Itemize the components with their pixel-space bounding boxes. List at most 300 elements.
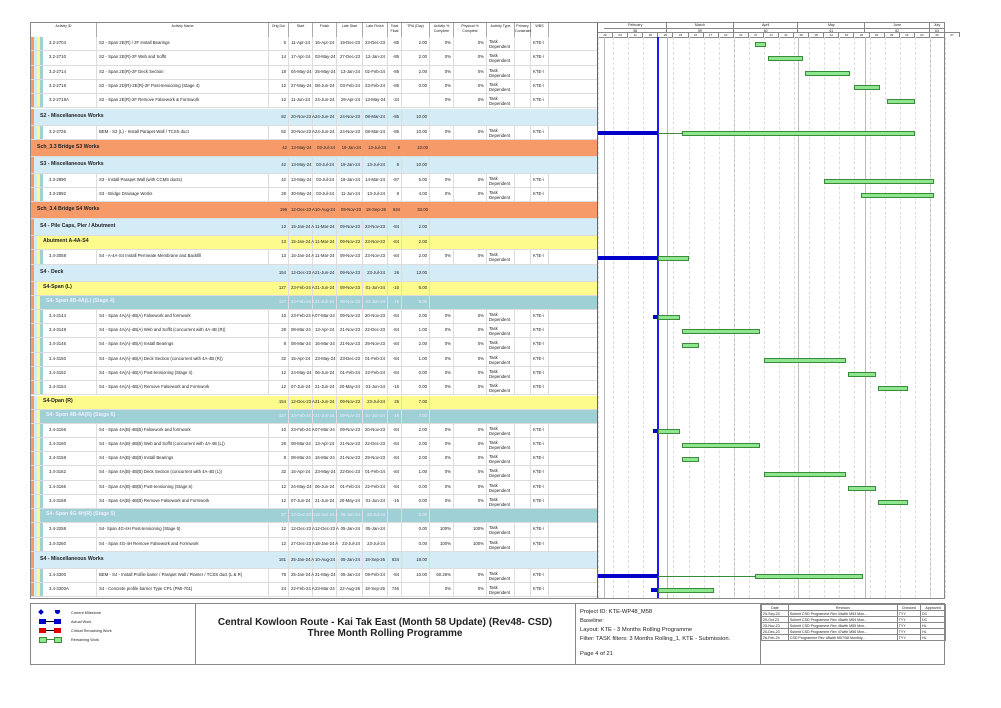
cell-ppc: 0% — [454, 353, 487, 366]
cell-tra: 10.00 — [417, 144, 428, 150]
cell-tra: 2.00 — [402, 438, 430, 451]
cell-tra: 33.00 — [417, 207, 428, 213]
cell-ppc: 0% — [454, 438, 487, 451]
remaining-work-bar[interactable] — [682, 131, 915, 136]
cell-finish: 21-Jun-24 — [313, 381, 337, 394]
table-row[interactable] — [31, 438, 597, 452]
cell-atype: Task Dependent — [487, 126, 515, 139]
cell-tf: 26 — [388, 396, 402, 409]
cell-tra: 0.00 — [402, 495, 430, 508]
cell-constraint — [515, 569, 531, 582]
cell-constraint — [515, 80, 531, 93]
cell-dur: 13 — [269, 250, 289, 263]
table-row[interactable] — [31, 310, 597, 324]
column-header[interactable]: Primary Constraint — [515, 23, 531, 37]
cell-dur: 154 — [269, 265, 289, 281]
group-row[interactable] — [31, 296, 597, 310]
table-row[interactable] — [31, 66, 597, 80]
cell-name: S2 - Span 2E(R)-2F Web and Soffit — [97, 51, 269, 64]
week-label: 07 — [945, 32, 960, 37]
cell-pc: 0% — [430, 583, 454, 596]
cell-pc: 0% — [430, 250, 454, 263]
cell-tra: 6.00 — [402, 174, 430, 187]
cell-finish: 21-Jun-24 — [313, 265, 337, 281]
cell-lf: 09-Feb-24 — [363, 569, 388, 582]
cell-tra: 4.00 — [402, 188, 430, 201]
cell-ppc: 0% — [454, 452, 487, 465]
remaining-work-bar[interactable] — [848, 486, 876, 491]
cell-pc: 0% — [430, 324, 454, 337]
cell-lf: 12-Jan-24 — [363, 51, 388, 64]
cell-dur: 32 — [269, 353, 289, 366]
cell-ppc: 100% — [454, 523, 487, 536]
cell-name: S4- Span 4G-4H Post-tensioning (Stage 5) — [97, 523, 269, 536]
cell-lf: 23-Nov-23 — [363, 250, 388, 263]
cell-wbs: KTE-\ — [531, 438, 549, 451]
cell-finish: 03-Jul-24 — [317, 144, 335, 150]
layout-name: Layout: KTE - 3 Months Rolling Programme — [580, 627, 693, 633]
week-label: 07 — [749, 32, 764, 37]
remaining-work-bar[interactable] — [755, 574, 863, 579]
cell-finish: 16-Mar-24 — [313, 338, 337, 351]
column-header[interactable]: Activity ID — [31, 23, 97, 37]
cell-tra: 0.00 — [402, 538, 430, 551]
week-gridline — [900, 37, 901, 598]
remaining-work-bar[interactable] — [658, 315, 680, 320]
remaining-work-bar[interactable] — [682, 457, 699, 462]
cell-ls: 05-Jan-24 — [337, 523, 363, 536]
remaining-work-bar[interactable] — [658, 588, 714, 593]
cell-lf: 23-Feb-24 — [363, 80, 388, 93]
outline-band — [40, 569, 43, 582]
cell-wbs: KTE-\ — [531, 310, 549, 323]
cell-tra: 13.00 — [402, 265, 430, 281]
filter-text: Filter: TASK filters: 3 Months Rolling_1, KTE - Submission. — [580, 636, 731, 642]
table-row[interactable] — [31, 367, 597, 381]
cell-pc: 0% — [430, 80, 454, 93]
cell-tra: 2.00 — [402, 250, 430, 263]
cell-start: 08-Mar-24 — [289, 338, 313, 351]
cell-lf: 23-Jul-24 — [363, 509, 388, 522]
cell-tra: 1.00 — [402, 324, 430, 337]
cell-tf: -85 — [388, 109, 402, 125]
cell-tra: 2.00 — [402, 51, 430, 64]
cell-finish: 21-Jun-24 — [313, 410, 337, 423]
week-label: 14 — [764, 32, 779, 37]
cell-tf: 26 — [388, 265, 402, 281]
gantt-row-band — [598, 202, 945, 219]
cell-dur: 12 — [269, 80, 289, 93]
cell-start: 13-May-24 — [289, 157, 313, 173]
timescale-header — [598, 23, 954, 38]
cell-pc: 0% — [430, 37, 454, 50]
week-gridline — [824, 37, 825, 598]
cell-dur: 12 — [269, 381, 289, 394]
cell-id: 3.4-3258 — [47, 523, 97, 536]
cell-pc: 0% — [430, 310, 454, 323]
week-label: 18 — [643, 32, 658, 37]
table-row[interactable] — [31, 569, 597, 583]
cell-tf: -84 — [388, 452, 402, 465]
revision-cell: DC — [921, 617, 946, 623]
outline-band — [34, 236, 37, 249]
cell-name: BEM - S4 - Install Profile barier / Parapet Wall / Planter / TCSS duct (L & R) — [97, 569, 269, 582]
cell-tf: -85 — [388, 66, 402, 79]
actual-work-bar[interactable] — [651, 588, 657, 592]
cell-lf: 14-Mar-24 — [363, 174, 388, 187]
cell-tra: 10.00 — [402, 569, 430, 582]
cell-tf: -84 — [388, 466, 402, 479]
week-label: 31 — [734, 32, 749, 37]
actual-work-bar[interactable] — [598, 574, 658, 578]
cell-start: 12-Dec-23 A — [289, 265, 313, 281]
outline-band — [40, 424, 43, 437]
group-row[interactable] — [31, 219, 597, 236]
cell-ls: 05-Jan-24 — [337, 552, 363, 568]
cell-ls: 24-Nov-23 — [337, 109, 363, 125]
revision-cell: TYY — [897, 635, 920, 641]
revision-cell: TYY — [897, 611, 920, 617]
revision-cell: 20-Dec-23 — [762, 629, 789, 635]
column-header[interactable]: Start — [289, 23, 313, 37]
cell-atype: Task Dependent — [487, 94, 515, 107]
group-row[interactable] — [31, 236, 597, 250]
table-row[interactable] — [31, 538, 597, 552]
cell-atype: Task Dependent — [487, 495, 515, 508]
group-row[interactable] — [31, 157, 597, 174]
cell-tra: 2.00 — [402, 236, 430, 249]
cell-ppc: 0% — [454, 51, 487, 64]
cell-finish: 07-Mar-24 — [313, 424, 337, 437]
cell-dur: 28 — [269, 324, 289, 337]
group-row[interactable] — [31, 202, 597, 219]
table-row[interactable] — [31, 174, 597, 188]
cell-ls: 03-Feb-24 — [337, 80, 363, 93]
cell-constraint — [515, 126, 531, 139]
table-row[interactable] — [31, 466, 597, 480]
week-gridline — [719, 37, 720, 598]
revision-cell: HL — [921, 629, 946, 635]
cell-finish: 21-Jun-24 — [313, 396, 337, 409]
cell-finish: 24-Jun-24 — [313, 94, 337, 107]
column-header[interactable]: Total Float — [388, 23, 402, 37]
cell-finish: 11-Mar-24 — [313, 236, 337, 249]
table-row[interactable] — [31, 250, 597, 264]
cell-wbs: KTE-\ — [531, 174, 549, 187]
table-row[interactable] — [31, 188, 597, 202]
cell-finish: 21-Jun-24 — [313, 495, 337, 508]
table-row[interactable] — [31, 126, 597, 140]
outline-band — [31, 265, 34, 281]
cell-dur: 5 — [269, 37, 289, 50]
cell-wbs: KTE-\ — [531, 80, 549, 93]
cell-start: 27-Dec-23 A — [289, 538, 313, 551]
cell-pc: 0% — [430, 188, 454, 201]
outline-band — [31, 109, 34, 125]
group-row[interactable] — [31, 396, 597, 410]
cell-id: 3.4-3058 — [47, 250, 97, 263]
remaining-work-bar[interactable] — [768, 56, 802, 61]
cell-dur: 181 — [269, 552, 289, 568]
cell-lf: 23-Nov-23 — [363, 236, 388, 249]
column-header[interactable]: TRA (Day) — [402, 23, 430, 37]
table-row[interactable] — [31, 37, 597, 51]
cell-lf: 23-Dec-23 — [363, 37, 388, 50]
cell-start: 04-May-24 — [289, 66, 313, 79]
remaining-work-bar[interactable] — [824, 179, 934, 184]
week-gridline — [689, 37, 690, 598]
week-gridline — [779, 37, 780, 598]
footer — [30, 603, 945, 665]
remaining-work-bar[interactable] — [658, 429, 680, 434]
project-id: Project ID: KTE-WP48_M58 — [580, 609, 653, 615]
group-row[interactable] — [31, 509, 597, 523]
table-row[interactable] — [31, 324, 597, 338]
cell-tra: 2.00 — [402, 452, 430, 465]
table-row[interactable] — [31, 381, 597, 395]
remaining-work-bar[interactable] — [854, 85, 880, 90]
table-row[interactable] — [31, 338, 597, 352]
cell-constraint — [515, 481, 531, 494]
cell-atype: Task Dependent — [487, 424, 515, 437]
cell-finish: 11-Mar-24 — [313, 250, 337, 263]
cell-ls: 21-Nov-23 — [337, 438, 363, 451]
group-row[interactable] — [31, 140, 597, 157]
outline-band — [40, 174, 43, 187]
cell-atype: Task Dependent — [487, 438, 515, 451]
cell-ppc: 0% — [454, 481, 487, 494]
cell-pc: 0% — [430, 466, 454, 479]
week-gridline — [613, 37, 614, 598]
gantt-sheet — [30, 22, 954, 599]
table-header — [31, 23, 597, 38]
cell-tra: 10.00 — [402, 157, 430, 173]
cell-tf: 634 — [388, 552, 402, 568]
cell-tf: -84 — [388, 250, 402, 263]
remaining-work-bar[interactable] — [861, 193, 934, 198]
cell-ppc: 0% — [454, 583, 487, 596]
column-header[interactable]: Activity Name — [97, 23, 269, 37]
table-row[interactable] — [31, 80, 597, 94]
remaining-work-bar[interactable] — [682, 329, 760, 334]
remaining-work-bar[interactable] — [848, 372, 876, 377]
cell-lf: 23-Jul-24 — [363, 396, 388, 409]
table-row[interactable] — [31, 495, 597, 509]
table-row[interactable] — [31, 94, 597, 108]
cell-constraint — [515, 438, 531, 451]
week-gridline — [734, 37, 735, 598]
cell-ppc: 0% — [454, 569, 487, 582]
cell-ls: 09-Nov-23 — [337, 250, 363, 263]
column-header[interactable]: WBS — [531, 23, 549, 37]
cell-dur: 12 — [269, 495, 289, 508]
cell-atype: Task Dependent — [487, 338, 515, 351]
cell-lf: 01-Feb-24 — [363, 353, 388, 366]
table-row[interactable] — [31, 51, 597, 65]
outline-band — [40, 481, 43, 494]
outline-band — [40, 523, 43, 536]
cell-start: 22-Feb-24 A — [289, 583, 313, 596]
cell-dur: 24 — [269, 583, 289, 596]
cell-lf: 01-Jun-24 — [363, 381, 388, 394]
cell-tf: 746 — [388, 583, 402, 596]
remaining-work-bar[interactable] — [682, 343, 699, 348]
cell-lf: 05-Jan-24 — [363, 523, 388, 536]
actual-work-bar[interactable] — [598, 256, 658, 260]
outline-band — [40, 367, 43, 380]
cell-constraint — [515, 188, 531, 201]
cell-id: 3.4-3168 — [47, 495, 97, 508]
cell-start: 15-Apr-24 — [289, 466, 313, 479]
remaining-work-bar[interactable] — [805, 71, 850, 76]
table-row[interactable] — [31, 353, 597, 367]
group-row[interactable] — [31, 265, 597, 282]
cell-dur: 10 — [269, 424, 289, 437]
revision-cell: TYY — [897, 623, 920, 629]
cell-ls: 23-Jul-24 — [337, 538, 363, 551]
column-header[interactable]: Activity % Complete — [430, 23, 454, 37]
week-gridline — [854, 37, 855, 598]
cell-start: 07-Jun-24 — [289, 381, 313, 394]
group-row[interactable] — [31, 109, 597, 126]
cell-pc: 0% — [430, 353, 454, 366]
cell-wbs: KTE-\ — [531, 381, 549, 394]
cell-dur: 82 — [269, 126, 289, 139]
cell-dur: 13 — [269, 236, 289, 249]
bar-connector — [658, 576, 755, 577]
cell-ppc: 0% — [454, 338, 487, 351]
outline-band — [40, 94, 43, 107]
week-gridline — [930, 37, 931, 598]
column-header[interactable]: Late Start — [337, 23, 363, 37]
cell-ls: 27-Dec-23 — [337, 51, 363, 64]
cell-finish: 12-Dec-23 A — [313, 523, 337, 536]
column-header[interactable]: Orig Dur — [269, 23, 289, 37]
cell-lf: 23-Nov-23 — [363, 219, 388, 235]
cell-start: 07-Jun-24 — [289, 495, 313, 508]
cell-pc: 60.26% — [430, 569, 454, 582]
month-label: March — [667, 23, 734, 28]
remaining-work-bar[interactable] — [755, 42, 766, 47]
cell-name: S3 - Bridge Drainage Works — [97, 188, 269, 201]
table-row[interactable] — [31, 481, 597, 495]
table-row[interactable] — [31, 583, 597, 597]
outline-band — [40, 324, 43, 337]
outline-band — [31, 219, 34, 235]
cell-finish: 03-Jul-24 — [313, 188, 337, 201]
actual-work-bar[interactable] — [598, 131, 658, 135]
remaining-work-bar[interactable] — [878, 386, 908, 391]
cell-tra: 2.00 — [402, 424, 430, 437]
revision-cell: 25-Sep-23 — [762, 611, 789, 617]
cell-tf: 634 — [392, 207, 400, 213]
cell-lf: 22-Dec-23 — [363, 324, 388, 337]
cell-lf: 22-Dec-23 — [363, 438, 388, 451]
cell-tra: 2.00 — [402, 219, 430, 235]
cell-wbs: KTE-\ — [531, 324, 549, 337]
cell-atype: Task Dependent — [487, 353, 515, 366]
column-header[interactable]: Physical % Complete — [454, 23, 487, 37]
cell-ppc: 0% — [454, 66, 487, 79]
cell-ls: 24-Nov-23 — [337, 126, 363, 139]
group-name: Sch_3.3 Bridge S3 Works — [37, 143, 100, 150]
cell-name: S4 - Concrete profile barrier Type CP1 (PMI-701) — [97, 583, 269, 596]
cell-ppc: 0% — [454, 126, 487, 139]
cell-id: 3.2-2718 — [47, 80, 97, 93]
cell-ls: 09-Nov-23 — [337, 282, 363, 295]
cell-ppc: 0% — [454, 495, 487, 508]
project-info — [575, 604, 761, 664]
cell-finish: 10-Aug-24 — [315, 207, 336, 213]
cell-tra: 2.00 — [402, 66, 430, 79]
group-row[interactable] — [31, 282, 597, 296]
cell-finish: 24-Jun-24 — [313, 109, 337, 125]
table-row[interactable] — [31, 452, 597, 466]
cell-wbs: KTE-\ — [531, 495, 549, 508]
cell-tra: 2.00 — [402, 338, 430, 351]
outline-band — [40, 250, 43, 263]
table-row[interactable] — [31, 523, 597, 537]
cell-id: 3.4-3150 — [47, 353, 97, 366]
remaining-work-bar[interactable] — [878, 500, 908, 505]
revision-table — [761, 604, 946, 664]
week-label: 11 — [628, 32, 643, 37]
group-row[interactable] — [31, 552, 597, 569]
cell-id: 3.2-2718A — [47, 94, 97, 107]
remaining-work-bar[interactable] — [764, 358, 846, 363]
group-row[interactable] — [31, 410, 597, 424]
cell-start: 08-Mar-24 — [289, 324, 313, 337]
cell-finish: 18-Jan-24 A — [313, 509, 337, 522]
cell-tf: 9 — [388, 157, 402, 173]
column-header[interactable]: Finish — [313, 23, 337, 37]
gantt-row-band — [598, 140, 945, 157]
remaining-work-swatch-icon — [39, 637, 61, 642]
remaining-work-bar[interactable] — [764, 472, 846, 477]
column-header[interactable]: Activity Type — [487, 23, 515, 37]
actual-start-marker — [653, 315, 657, 319]
cell-ls: 13-Jan-24 — [337, 66, 363, 79]
cell-tra: 0.00 — [402, 481, 430, 494]
revision-cell: HL — [921, 623, 946, 629]
cell-id: 3.2-2704 — [47, 37, 97, 50]
outline-band — [37, 296, 40, 309]
group-name: S3 - Miscellaneous Works — [40, 160, 104, 167]
group-name: S4 - Deck — [40, 268, 64, 275]
actual-work-swatch-icon — [39, 619, 61, 624]
cell-wbs: KTE-\ — [531, 126, 549, 139]
cell-ls: 22-Dec-23 — [337, 466, 363, 479]
revision-cell: Submit CSD Programme Rev 47with M56 Mon... — [788, 629, 897, 635]
cell-dur: 8 — [269, 452, 289, 465]
week-gridline — [598, 37, 599, 598]
column-header[interactable]: Late Finish — [363, 23, 388, 37]
cell-ls: 09-Nov-23 — [337, 219, 363, 235]
remaining-work-bar[interactable] — [682, 443, 760, 448]
table-row[interactable] — [31, 424, 597, 438]
cell-tf: -84 — [388, 438, 402, 451]
cell-dur: 127 — [269, 282, 289, 295]
cell-dur: 32 — [269, 466, 289, 479]
remaining-work-bar[interactable] — [658, 256, 688, 261]
baseline: Baseline: — [580, 618, 604, 624]
revision-cell: 26-Feb-24 — [762, 635, 789, 641]
cell-atype: Task Dependent — [487, 37, 515, 50]
week-gridline — [839, 37, 840, 598]
cell-constraint — [515, 250, 531, 263]
remaining-work-bar[interactable] — [887, 99, 915, 104]
legend-item-remaining — [39, 637, 99, 642]
